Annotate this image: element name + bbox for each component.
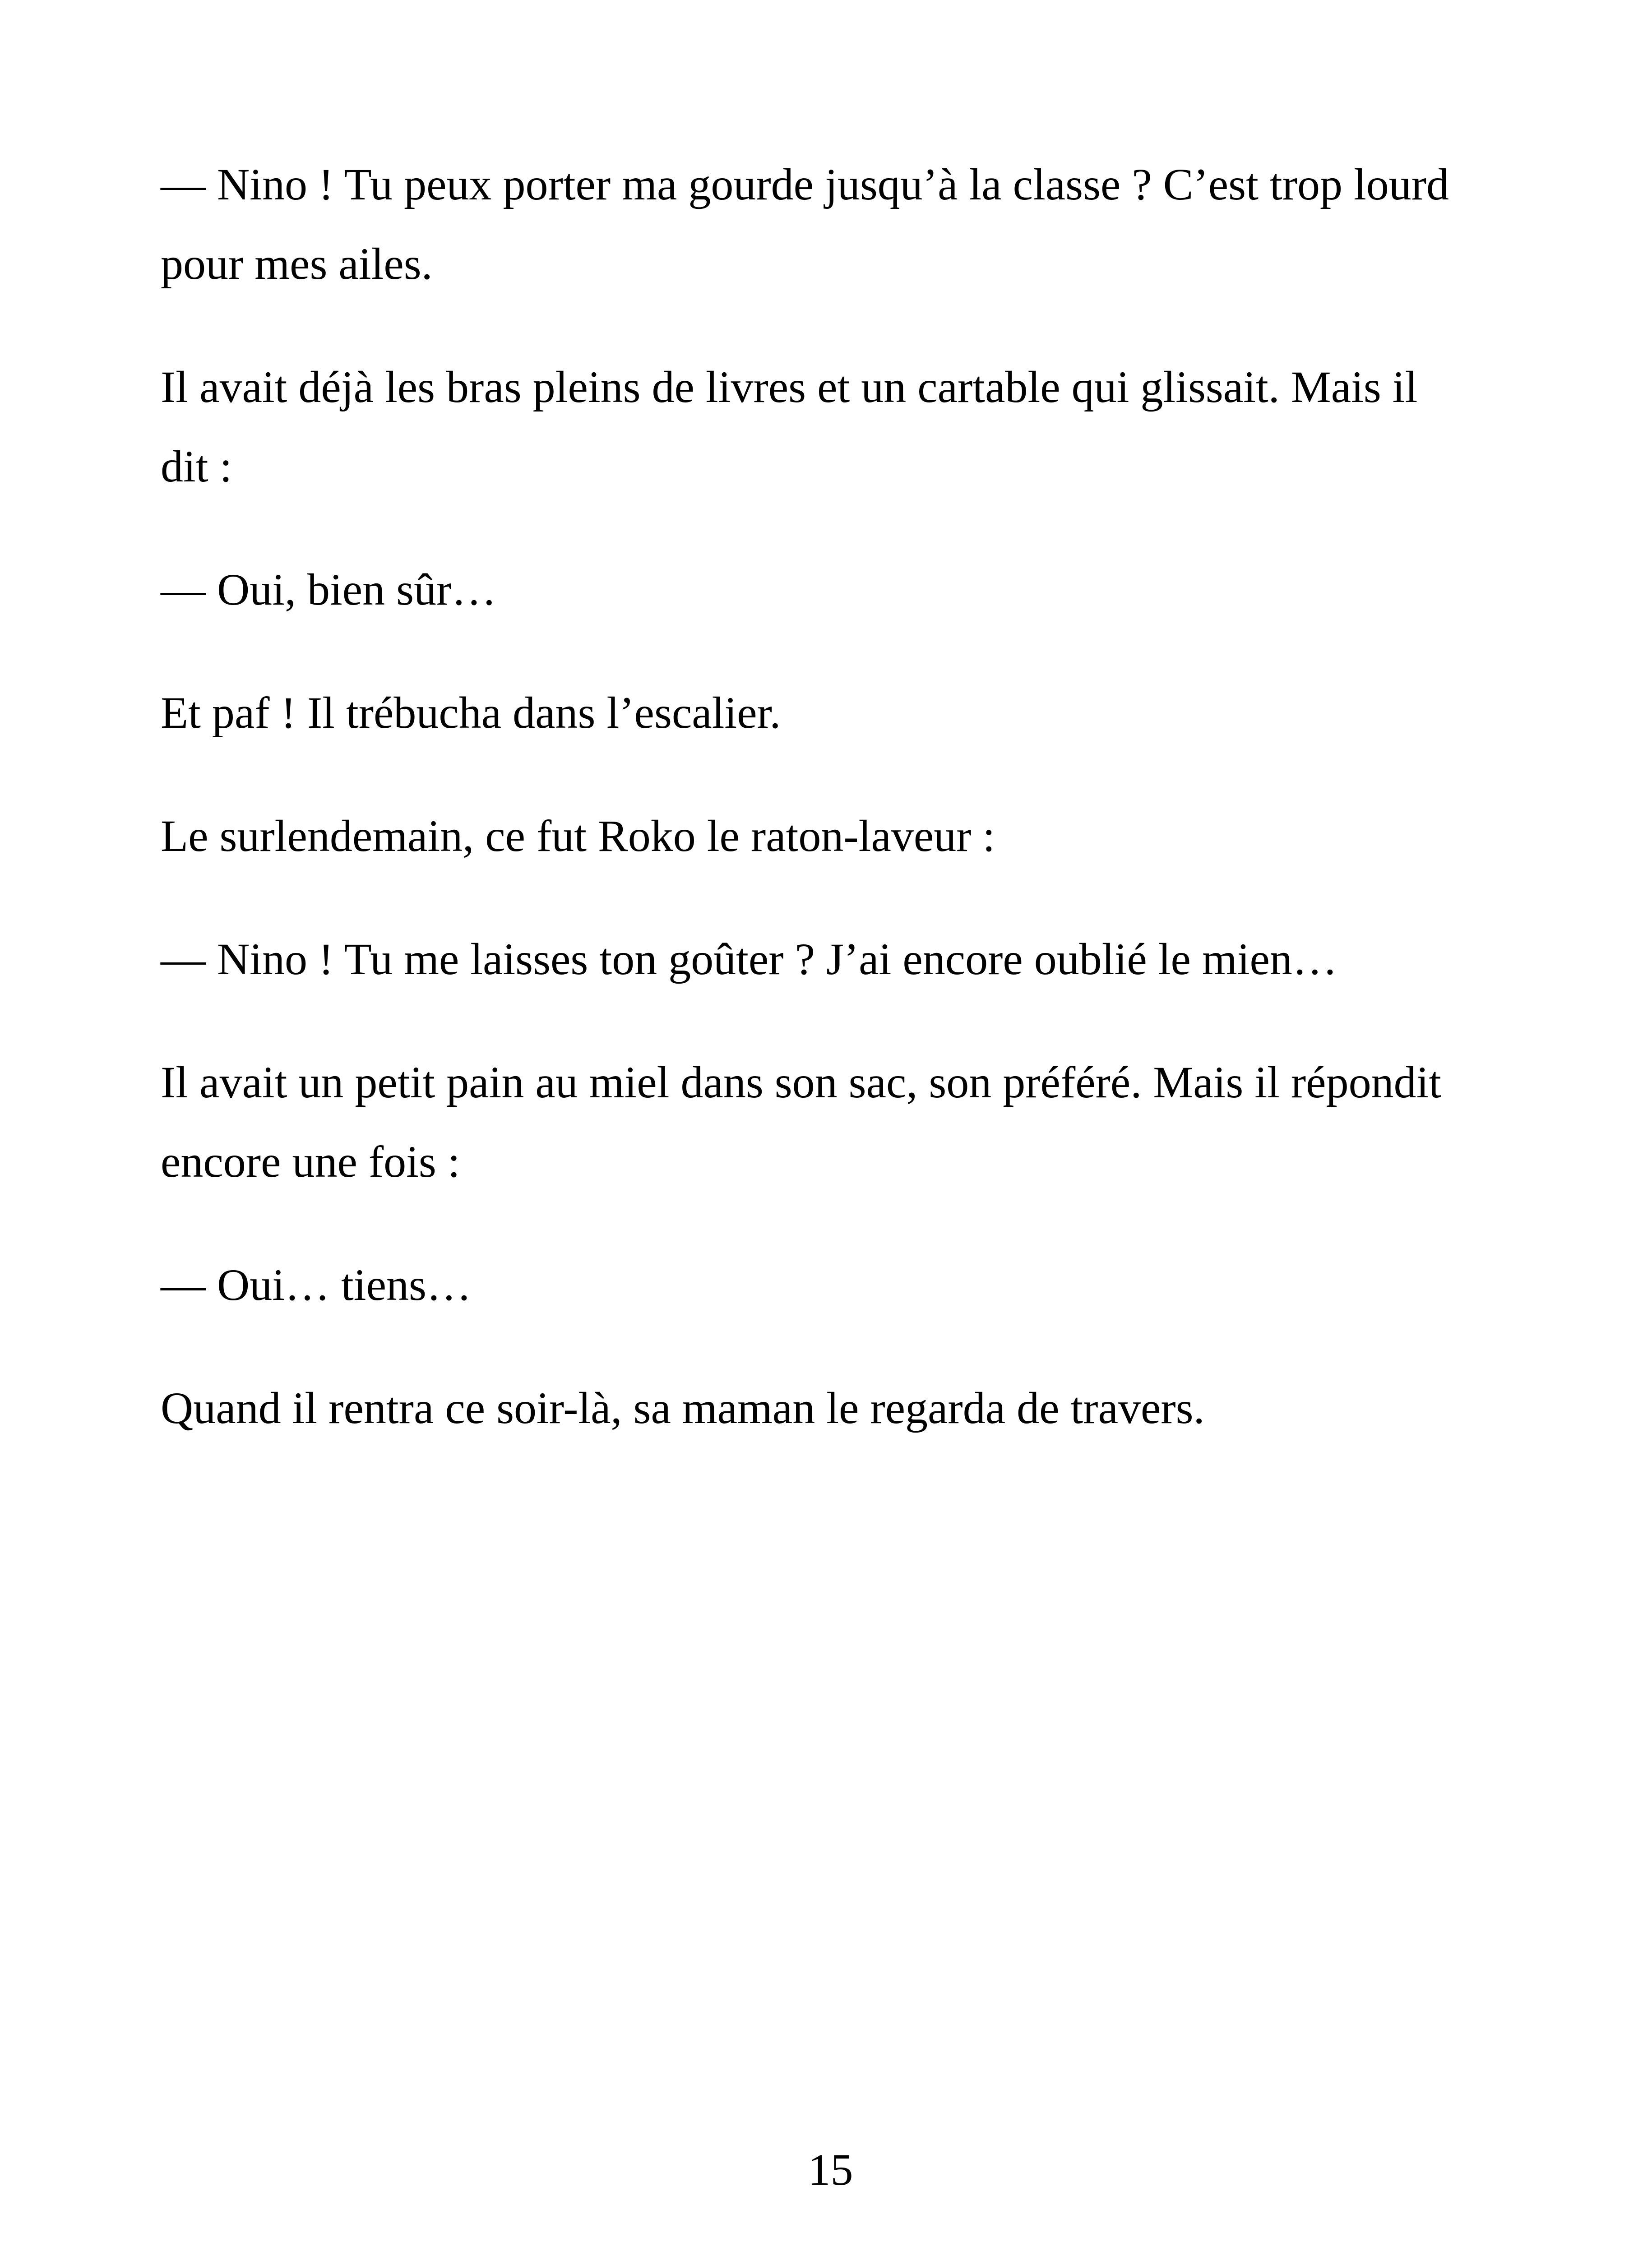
dialogue-paragraph bbox=[161, 550, 1500, 629]
text-line: Le surlendemain, ce fut Roko le raton-laveur : bbox=[161, 811, 995, 861]
text-line: Quand il rentra ce soir-là, sa maman le regarda de travers. bbox=[161, 1383, 1205, 1433]
text-line: dit : bbox=[161, 441, 232, 491]
narration-paragraph bbox=[161, 673, 1500, 753]
dialogue-paragraph bbox=[161, 145, 1500, 304]
page-number: 15 bbox=[808, 2145, 853, 2195]
text-line: Il avait déjà les bras pleins de livres et un cartable qui glissait. Mais il bbox=[161, 362, 1418, 412]
narration-paragraph bbox=[161, 347, 1500, 506]
dialogue-paragraph bbox=[161, 1245, 1500, 1325]
text-line: — Oui, bien sûr… bbox=[161, 564, 497, 615]
dialogue-paragraph bbox=[161, 920, 1500, 999]
text-line: — Nino ! Tu me laisses ton goûter ? J’ai encore oublié le mien… bbox=[161, 934, 1337, 984]
page-body bbox=[161, 145, 1500, 1492]
narration-paragraph bbox=[161, 1368, 1500, 1448]
text-line: — Oui… tiens… bbox=[161, 1260, 472, 1310]
text-line: Et paf ! Il trébucha dans l’escalier. bbox=[161, 688, 781, 738]
text-line: pour mes ailes. bbox=[161, 239, 433, 289]
text-line: encore une fois : bbox=[161, 1137, 460, 1187]
text-line: — Nino ! Tu peux porter ma gourde jusqu’à la classe ? C’est trop lourd bbox=[161, 159, 1449, 209]
narration-paragraph bbox=[161, 796, 1500, 876]
narration-paragraph bbox=[161, 1043, 1500, 1202]
text-line: Il avait un petit pain au miel dans son sac, son préféré. Mais il répondit bbox=[161, 1057, 1442, 1107]
